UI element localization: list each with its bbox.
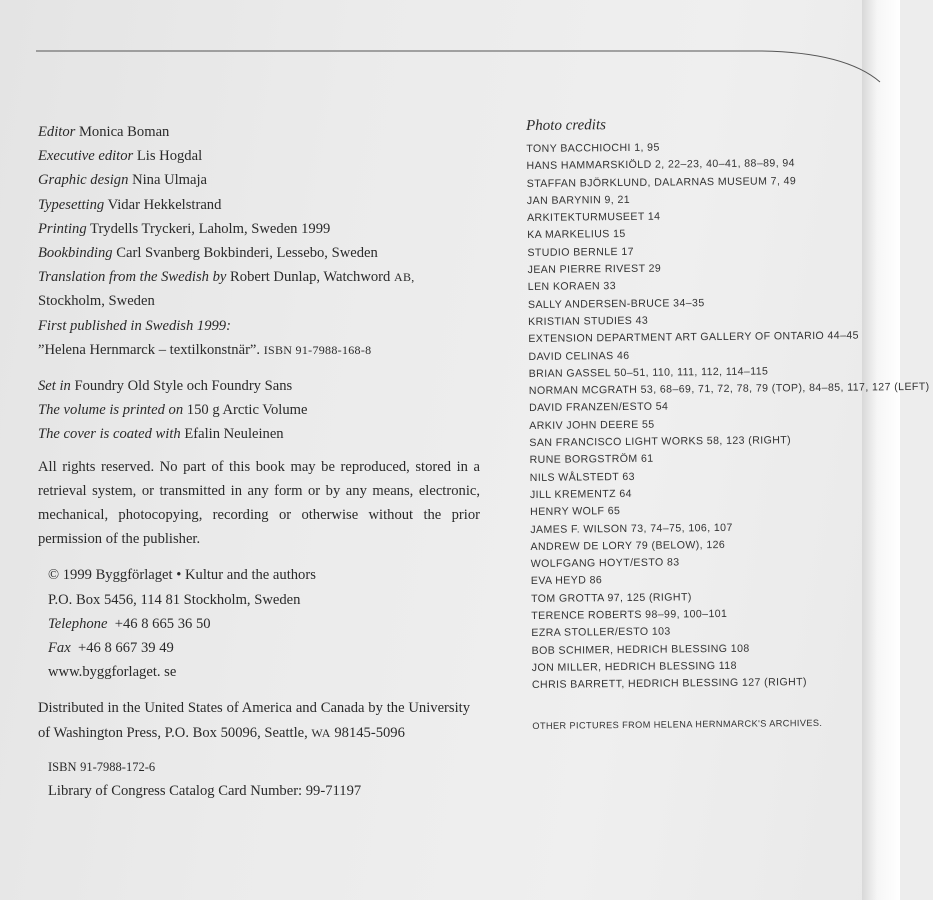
photo-credits-list — [526, 137, 930, 694]
fax-line — [48, 636, 498, 660]
photo-credits-title: Photo credits — [526, 117, 607, 134]
translation-label: Translation from the Swedish by — [38, 269, 227, 286]
volume-line — [38, 398, 498, 422]
photo-credit-item: WOLFGANG HOYT/ESTO 83 — [530, 556, 680, 571]
isbn-line — [48, 755, 498, 779]
first-published-title-line — [38, 338, 498, 362]
photo-credit-item: KRISTIAN STUDIES 43 — [528, 314, 649, 328]
photo-credit-item: ARKITEKTURMUSEET 14 — [526, 210, 661, 225]
photo-credit-item: ARKIV JOHN DEERE 55 — [529, 418, 655, 432]
colophon-column — [38, 120, 498, 803]
telephone-value: +46 8 665 36 50 — [114, 615, 211, 632]
isbn-label: ISBN — [48, 759, 77, 774]
printing-line — [38, 217, 498, 241]
translation-line — [38, 265, 498, 289]
printing-value: Trydells Tryckeri, Laholm, Sweden 1999 — [90, 220, 331, 237]
translation-ab: AB, — [393, 270, 415, 285]
set-in-line — [38, 374, 498, 398]
photo-credit-item: BOB SCHIMER, HEDRICH BLESSING 108 — [531, 642, 750, 657]
photo-credit-item: JON MILLER, HEDRICH BLESSING 118 — [531, 659, 737, 674]
photo-credit-item: DAVID CELINAS 46 — [528, 349, 630, 363]
isbn-value: 91-7988-172-6 — [80, 759, 156, 774]
graphic-design-line — [38, 168, 498, 192]
photo-credit-item: EZRA STOLLER/ESTO 103 — [531, 625, 671, 640]
typesetting-label: Typesetting — [38, 196, 105, 213]
photo-credit-item: HANS HAMMARSKIÖLD 2, 22–23, 40–41, 88–89, 94 — [526, 157, 796, 173]
photo-credit-item: RUNE BORGSTRÖM 61 — [529, 453, 654, 467]
distribution-text: Distributed in the United States of America and Canada by the University of Washington Press, P.O. Box 50096, Seattle, — [38, 700, 470, 741]
distribution-state: WA — [311, 725, 331, 740]
copyright-line: © 1999 Byggförlaget • Kultur and the authors — [48, 567, 316, 584]
first-published-line — [38, 314, 498, 338]
photo-credit-item: HENRY WOLF 65 — [530, 505, 621, 519]
exec-editor-value: Lis Hogdal — [136, 148, 203, 165]
set-in-label: Set in — [38, 378, 71, 395]
graphic-design-value: Nina Ulmaja — [132, 172, 208, 189]
editor-label: Editor — [38, 124, 76, 140]
photo-credits-column — [526, 114, 930, 731]
photo-credit-item: TOM GROTTA 97, 125 (RIGHT) — [530, 591, 692, 605]
set-in-value: Foundry Old Style och Foundry Sans — [74, 378, 293, 395]
translation-value: Robert Dunlap, Watchword — [230, 269, 391, 286]
fax-value: +46 8 667 39 49 — [78, 640, 174, 657]
photo-credit-item: SAN FRANCISCO LIGHT WORKS 58, 123 (RIGHT) — [529, 434, 792, 450]
exec-editor-line — [38, 144, 498, 168]
printing-label: Printing — [38, 220, 87, 237]
telephone-label: Telephone — [48, 615, 108, 632]
website-line: www.byggforlaget. se — [48, 664, 177, 681]
first-published-label: First published in Swedish 1999: — [38, 317, 231, 334]
photo-credit-item: NORMAN MCGRATH 53, 68–69, 71, 72, 78, 79 (TOP), 84–85, 117, 127 (LEFT) — [528, 380, 930, 398]
photo-credit-item: JAMES F. WILSON 73, 74–75, 106, 107 — [530, 521, 733, 536]
bookbinding-value: Carl Svanberg Bokbinderi, Lessebo, Sweden — [116, 245, 378, 262]
graphic-design-label: Graphic design — [38, 172, 129, 189]
photo-credit-item: DAVID FRANZEN/ESTO 54 — [528, 400, 669, 415]
publisher-block — [48, 563, 498, 684]
photo-credit-item: JAN BARYNIN 9, 21 — [526, 193, 631, 207]
first-published-isbn: ISBN 91-7988-168-8 — [263, 342, 372, 357]
isbn-block — [48, 755, 498, 803]
bookbinding-line — [38, 241, 498, 265]
photo-credit-item: BRIAN GASSEL 50–51, 110, 111, 112, 114–115 — [528, 365, 769, 380]
cover-line — [38, 422, 498, 446]
bookbinding-label: Bookbinding — [38, 245, 113, 262]
photo-credit-item: TERENCE ROBERTS 98–99, 100–101 — [531, 607, 728, 622]
cover-value: Efalin Neuleinen — [184, 426, 284, 443]
distribution-paragraph — [38, 696, 470, 744]
photo-credit-item: EXTENSION DEPARTMENT ART GALLERY OF ONTARIO 44–45 — [528, 329, 860, 346]
photo-credit-item: STUDIO BERNLE 17 — [527, 245, 634, 259]
typesetting-line — [38, 193, 498, 217]
volume-value: 150 g Arctic Volume — [186, 402, 308, 419]
photo-credit-item: NILS WÅLSTEDT 63 — [529, 470, 635, 484]
cover-label: The cover is coated with — [38, 426, 181, 443]
editor-value: Monica Boman — [78, 124, 170, 140]
first-published-title: ”Helena Hernmarck – textilkonstnär”. — [38, 341, 261, 358]
photo-credit-item: CHRIS BARRETT, HEDRICH BLESSING 127 (RIGHT) — [531, 676, 808, 692]
editor-line — [38, 120, 498, 144]
loc-line: Library of Congress Catalog Card Number: 99-71197 — [48, 783, 362, 800]
photo-credit-item: LEN KORAEN 33 — [527, 280, 617, 294]
address-line: P.O. Box 5456, 114 81 Stockholm, Sweden — [48, 591, 301, 608]
exec-editor-label: Executive editor — [38, 148, 134, 165]
photo-credit-item: SALLY ANDERSEN-BRUCE 34–35 — [527, 296, 705, 311]
telephone-line — [48, 612, 498, 636]
header-rule — [0, 0, 900, 120]
fax-label: Fax — [48, 640, 71, 657]
photo-credit-item: EVA HEYD 86 — [530, 574, 603, 588]
photo-credit-item: KA MARKELIUS 15 — [527, 228, 626, 242]
distribution-zip: 98145-5096 — [334, 724, 405, 741]
other-pictures-note: OTHER PICTURES FROM HELENA HERNMARCK'S ARCHIVES. — [532, 717, 823, 731]
translation-city-line: Stockholm, Sweden — [38, 293, 155, 310]
typesetting-value: Vidar Hekkelstrand — [107, 196, 222, 213]
photo-credit-item: ANDREW DE LORY 79 (BELOW), 126 — [530, 538, 726, 553]
rights-paragraph: All rights reserved. No part of this book may be reproduced, stored in a retrieval system, or transmitted in any form or by any means, electronic, mechanical, photocopying, recording or otherwise without the prior permission of the publisher. — [38, 458, 480, 548]
photo-credit-item: JEAN PIERRE RIVEST 29 — [527, 262, 662, 277]
photo-credit-item: TONY BACCHIOCHI 1, 95 — [526, 141, 660, 155]
photo-credit-item: STAFFAN BJÖRKLUND, DALARNAS MUSEUM 7, 49 — [526, 174, 797, 190]
photo-credit-item: JILL KREMENTZ 64 — [529, 487, 632, 501]
volume-label: The volume is printed on — [38, 402, 184, 419]
